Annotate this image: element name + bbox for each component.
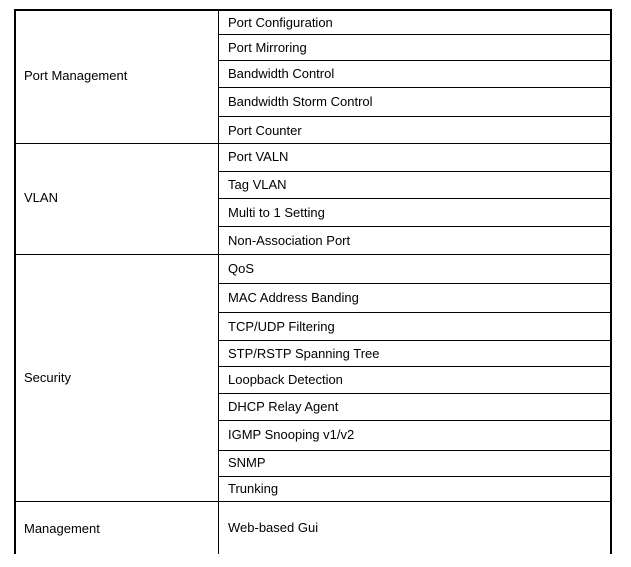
feature-table	[14, 9, 612, 554]
category-port-management: Port Management	[24, 68, 128, 83]
category-security: Security	[24, 370, 71, 385]
feature-item: SNMP	[228, 455, 266, 470]
table-right-border	[610, 9, 612, 554]
group-divider	[14, 143, 612, 144]
feature-item: Bandwidth Control	[228, 66, 335, 81]
feature-item: Web-based Gui	[228, 520, 319, 535]
feature-item: STP/RSTP Spanning Tree	[228, 346, 380, 361]
feature-item: Tag VLAN	[228, 177, 287, 192]
feature-item: Port Configuration	[228, 15, 333, 30]
category-vlan: VLAN	[24, 190, 58, 205]
feature-item: Non-Association Port	[228, 233, 351, 248]
group-divider	[14, 501, 612, 502]
table-left-border	[14, 9, 16, 554]
feature-item: Multi to 1 Setting	[228, 205, 325, 220]
feature-item: IGMP Snooping v1/v2	[228, 427, 355, 442]
category-management: Management	[24, 521, 100, 536]
row-divider	[218, 450, 612, 451]
feature-item: Port Counter	[228, 123, 302, 138]
feature-item: Port VALN	[228, 149, 289, 164]
feature-item: DHCP Relay Agent	[228, 399, 339, 414]
feature-item: Bandwidth Storm Control	[228, 94, 373, 109]
feature-item: MAC Address Banding	[228, 290, 359, 305]
feature-item: Loopback Detection	[228, 372, 343, 387]
feature-item: QoS	[228, 261, 255, 276]
group-divider	[14, 254, 612, 255]
feature-item: TCP/UDP Filtering	[228, 319, 335, 334]
feature-item: Port Mirroring	[228, 40, 307, 55]
column-separator	[218, 9, 219, 554]
feature-item: Trunking	[228, 481, 279, 496]
